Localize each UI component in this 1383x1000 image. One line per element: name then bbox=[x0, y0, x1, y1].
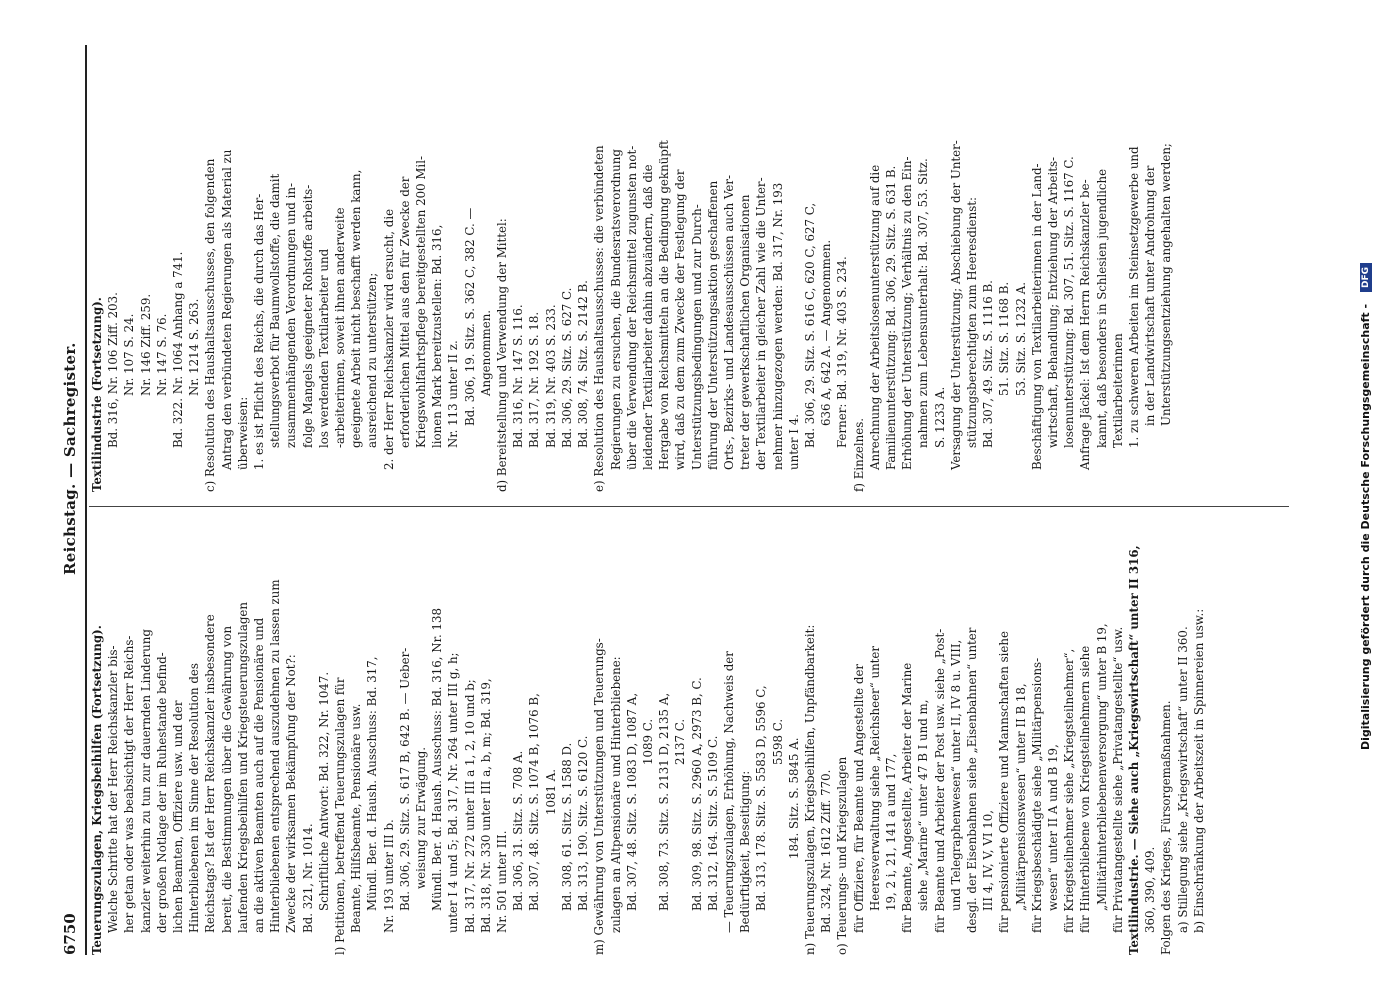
text-line: Bd. 308, 73. Sitz. S. 2131 D, 2135 A, bbox=[657, 692, 672, 911]
text-line: Bd. 306, 29. Sitz. S. 627 C. bbox=[559, 287, 574, 448]
text-line: losenunterstützung: Bd. 307, 51. Sitz. S. 1167 C. bbox=[1062, 156, 1077, 448]
text-line: 2137 C. bbox=[673, 718, 688, 765]
text-line: für Beamte, Angestellte, Arbeiter der Marine bbox=[900, 662, 915, 933]
text-line: c) Resolution des Haushaltsausschusses, den folgenden bbox=[203, 158, 218, 492]
text-line: Hinterbliebenen entsprechend auszudehnen zu lassen zum bbox=[268, 579, 283, 933]
text-line: o) Teuerungs- und Kriegszulagen bbox=[835, 756, 850, 955]
text-line: Anrechnung der Arbeitslosenunterstützung auf die bbox=[867, 164, 882, 470]
right-column bbox=[89, 57, 1289, 492]
text-line: Hergabe von Reichsmitteln an die Bedingung geknüpft bbox=[657, 140, 672, 470]
text-line: folge Mangels geeigneter Rohstoffe arbeits- bbox=[300, 184, 315, 448]
text-line: ausreichend zu unterstützen; bbox=[365, 272, 380, 448]
text-line: und Telegraphenwesen“ unter II, IV 8 u. VIII, bbox=[948, 639, 963, 911]
text-line: d) Bereitstellung und Verwendung der Mittel: bbox=[495, 218, 510, 492]
text-line: 5598 C. bbox=[770, 718, 785, 765]
text-line: für pensionierte Offiziere und Mannschaften siehe bbox=[997, 631, 1012, 933]
text-line: Reichstags? Ist der Herr Reichskanzler insbesondere bbox=[203, 614, 218, 933]
text-line: Zwecke der wirksamen Bekämpfung der Not?: bbox=[284, 654, 299, 933]
text-line: in der Landwirtschaft unter Androhung der bbox=[1143, 165, 1158, 426]
text-line: Bd. 322. Nr. 1064 Anhang a 741. bbox=[171, 251, 186, 448]
text-line: „Militärpensionswesen“ unter II B 18, bbox=[1013, 683, 1028, 911]
text-line: Hinterbliebenen im Sinne der Resolution des bbox=[187, 663, 202, 933]
text-line: Bd. 316, Nr. 106 Ziff. 203. bbox=[106, 292, 121, 448]
text-line: Nr. 107 S. 24. bbox=[122, 313, 137, 396]
text-line: Bd. 316, Nr. 147 S. 116. bbox=[511, 304, 526, 448]
text-line: wirtschaft, Behandlung; Entziehung der Arbeits- bbox=[1045, 156, 1060, 448]
text-line: desgl. der Eisenbahnen siehe „Eisenbahnen“ unter bbox=[964, 627, 979, 933]
text-line: 51. Sitz. S. 1168 B. bbox=[997, 281, 1012, 396]
text-line: für Privatangestellte siehe „Privatangestellte“ usw. bbox=[1110, 626, 1125, 933]
text-line: Bd. 307, 48. Sitz. S. 1083 D, 1087 A, bbox=[624, 692, 639, 911]
text-line: e) Resolution des Haushaltsausschusses: die verbündeten bbox=[592, 145, 607, 492]
text-line: los werdenden Textilarbeiter und bbox=[316, 248, 331, 448]
text-line: m) Gewährung von Unterstützungen und Teuerungs- bbox=[592, 638, 607, 955]
text-line: nahmen zum Lebensunterhalt: Bd. 307, 53. Sitz. bbox=[916, 158, 931, 448]
rotated-page bbox=[55, 45, 1320, 955]
text-line: Bd. 307, 49. Sitz. S. 1116 B. bbox=[981, 280, 996, 448]
text-line: der Textilarbeiter in gleicher Zahl wie die Unter- bbox=[754, 177, 769, 470]
text-line: Angenommen. bbox=[478, 309, 493, 396]
text-line: wird, daß zu dem zum Zwecke der Festlegung der bbox=[673, 169, 688, 470]
text-line: 360, 390, 409. bbox=[1143, 846, 1158, 933]
text-line: -arbeiterinnen, soweit ihnen anderweite bbox=[333, 207, 348, 448]
text-line: Versagung der Unterstützung; Abschiebung der Unter- bbox=[948, 140, 963, 470]
text-line: Nr. 113 unter II z. bbox=[446, 340, 461, 448]
text-line: f) Einzelnes. bbox=[851, 417, 866, 492]
text-line: erforderlichen Mittel aus den für Zwecke der bbox=[397, 176, 412, 448]
text-line: Orts-, Bezirks- und Landesausschüssen auch Ver- bbox=[721, 175, 736, 470]
text-line: treter der gewerkschaftlichen Organisationen bbox=[738, 194, 753, 470]
text-line: Nr. 146 Ziff. 259. bbox=[138, 293, 153, 396]
text-line: Bd. 313, 178. Sitz. S. 5583 D, 5596 C, bbox=[754, 685, 769, 911]
text-line: 1. zu schweren Arbeiten im Steinsetzgewerbe und bbox=[1127, 146, 1141, 448]
text-line: stützungsberechtigten zum Heeresdienst: bbox=[964, 197, 979, 448]
text-line: überweisen: bbox=[235, 396, 250, 470]
text-line: Bd. 308, 74. Sitz. S. 2142 B. bbox=[576, 280, 591, 448]
text-line: unter I 4 und 5; Bd. 317, Nr. 264 unter III g, h; bbox=[446, 652, 461, 933]
text-line: zulagen an Altpensionäre und Hinterbliebene: bbox=[608, 656, 623, 933]
text-line: Mündl. Ber. d. Haush. Ausschuss: Bd. 316, Nr. 138 bbox=[430, 608, 445, 911]
text-line: Nr. 193 unter III b. bbox=[381, 819, 396, 933]
text-line: 636 A, 642 A. — Angenommen. bbox=[819, 239, 834, 426]
text-line: geeignete Arbeit nicht beschafft werden kann, bbox=[349, 169, 364, 448]
text-line: Schriftliche Antwort: Bd. 322, Nr. 1047. bbox=[316, 671, 331, 911]
text-line: lionen Mark bereitzustellen: Bd. 316, bbox=[430, 224, 445, 448]
text-line: Bd. 309, 98. Sitz. S. 2960 A, 2973 B, C. bbox=[689, 677, 704, 911]
text-line: Regierungen zu ersuchen, die Bundesratsverordnung bbox=[608, 149, 623, 470]
text-line: Unterstützungsbedingungen und zur Durch- bbox=[689, 204, 704, 470]
text-line: unter I 4. bbox=[786, 414, 801, 470]
text-line: Bd. 321, Nr. 1014. bbox=[300, 823, 315, 933]
text-line: führung der Unterstützungsaktion geschaffenen bbox=[705, 180, 720, 470]
text-line: 184. Sitz. S. 5845 A. bbox=[786, 737, 801, 859]
text-line: Nr. 147 S. 76. bbox=[154, 313, 169, 396]
text-line: Familienunterstützung: Bd. 306, 29. Sitz. S. 631 B. bbox=[883, 165, 898, 470]
text-line: wesen“ unter II A und B 19, bbox=[1045, 744, 1060, 911]
text-line: 19, 2 i, 21, 141 a und 177, bbox=[883, 753, 898, 911]
text-line: Heeresverwaltung siehe „Reichsheer“ unter bbox=[867, 645, 882, 911]
left-column bbox=[89, 520, 1289, 955]
text-line: Bd. 308, 61. Sitz. S. 1588 D. bbox=[559, 742, 574, 911]
running-head: Reichstag. — Sachregister. bbox=[61, 342, 79, 575]
text-line: Bedürftigkeit, Beseitigung: bbox=[738, 770, 753, 933]
text-line: a) Stillegung siehe „Kriegswirtschaft“ unter II 360. bbox=[1175, 626, 1190, 933]
text-line: Bd. 306, 19. Sitz. S. 362 C, 382 C. — bbox=[462, 207, 477, 426]
text-line: l) Petitionen, betreffend Teuerungszulagen für bbox=[333, 677, 348, 955]
text-line: Bd. 317, Nr. 272 unter III a 1, 2, 10 und b; bbox=[462, 679, 477, 933]
text-line: Welche Schritte hat der Herr Reichskanzler bis- bbox=[106, 645, 121, 933]
text-line: kannt, daß besonders in Schlesien jugendliche bbox=[1094, 168, 1109, 448]
digitization-text: Digitalisierung gefördert durch die Deutsche Forschungsgemeinschaft - bbox=[1359, 303, 1372, 750]
entry-heading: Textilindustrie. — Siehe auch „Kriegswirtschaft“ unter II 316, bbox=[1127, 545, 1141, 955]
text-line: Bd. 319, Nr. 403 S. 233. bbox=[543, 304, 558, 448]
text-line: laufenden Kriegsbeihilfen und Kriegsteuerungszulagen bbox=[235, 602, 250, 933]
text-line: Mündl. Ber. d. Haush. Ausschuss: Bd. 317, bbox=[365, 656, 380, 911]
text-line: bereit, die Bestimmungen über die Gewährung von bbox=[219, 625, 234, 933]
text-line: zusammenhängenden Verordnungen und in- bbox=[284, 183, 299, 448]
text-line: Bd. 324, Nr. 1612 Ziff. 770. bbox=[819, 769, 834, 933]
text-line: her getan oder was beabsichtigt der Herr Reichs- bbox=[122, 635, 137, 933]
text-line: 53. Sitz. S. 1232 A. bbox=[1013, 281, 1028, 396]
text-line: für Hinterbliebene von Kriegsteilnehmern siehe bbox=[1078, 645, 1093, 933]
text-line: Nr. 1214 S. 263. bbox=[187, 298, 202, 396]
text-line: Anfrage Jäckel: Ist dem Herrn Reichskanzler be- bbox=[1078, 179, 1093, 470]
text-line: der großen Notlage der im Ruhestande befind- bbox=[154, 652, 169, 933]
text-line: über die Verwendung der Reichsmittel zugunsten not- bbox=[624, 145, 639, 470]
entry-heading: Teuerungszulagen, Kriegsbeihilfen (Fortsetzung). bbox=[90, 625, 104, 955]
text-line: Textilarbeiterinnen bbox=[1110, 333, 1125, 448]
text-line: Bd. 306, 29. Sitz. S. 617 B, 642 B. — Ueber- bbox=[397, 647, 412, 911]
text-line: 2. der Herr Reichskanzler wird ersucht, die bbox=[381, 208, 396, 470]
text-line: Beschäftigung von Textilarbeiterinnen in der Land- bbox=[1029, 163, 1044, 470]
text-line: Bd. 318, Nr. 330 unter III a, b, m; Bd. 319, bbox=[478, 678, 493, 933]
entry-heading: Textilindustrie (Fortsetzung). bbox=[90, 297, 104, 492]
text-line: b) Einschränkung der Arbeitszeit in Spinnereien usw.: bbox=[1191, 608, 1206, 933]
text-line: Unterstützungsentziehung angehalten werden; bbox=[1159, 143, 1174, 426]
text-line: stellungsverbot für Baumwollstoffe, die damit bbox=[268, 173, 283, 448]
digitization-note bbox=[1359, 60, 1379, 750]
text-line: für Offiziere, für Beamte und Angestellte der bbox=[851, 663, 866, 933]
dfg-logo: DFG bbox=[1360, 263, 1372, 292]
text-line: 1081 A. bbox=[543, 768, 558, 815]
text-line: an die aktiven Beamten auch auf die Pensionäre und bbox=[252, 617, 267, 933]
text-line: „Militärhinterbliebenenversorgung“ unter B 19, bbox=[1094, 623, 1109, 911]
page-header bbox=[55, 45, 87, 955]
text-line: nehmer hinzugezogen werden: Bd. 317, Nr. 193 bbox=[770, 182, 785, 470]
text-line: Erhöhung der Unterstützung; Verhältnis zu den Ein- bbox=[900, 156, 915, 470]
text-line: für Beamte und Arbeiter der Post usw. siehe „Post- bbox=[932, 628, 947, 933]
text-line: S. 1233 A. bbox=[932, 386, 947, 448]
text-line: kanzler weiterhin zu tun zur dauernden Linderung bbox=[138, 629, 153, 933]
text-line: Folgen des Krieges, Fürsorgemaßnahmen. bbox=[1159, 700, 1174, 955]
text-line: weisung zur Erwägung. bbox=[414, 746, 429, 889]
text-line: Bd. 317, Nr. 192 S. 18. bbox=[527, 311, 542, 448]
text-line: für Kriegsbeschädigte siehe „Militärpensions- bbox=[1029, 657, 1044, 933]
text-line: 1089 C. bbox=[640, 718, 655, 765]
text-line: Kriegswohlfahrtspflege bereitgestellten 200 Mil- bbox=[414, 156, 429, 448]
text-line: für Kriegsteilnehmer siehe „Kriegsteilnehmer“, bbox=[1062, 648, 1077, 933]
text-line: lichen Beamten, Offiziere usw. und der bbox=[171, 700, 186, 933]
text-line: Ferner: Bd. 319, Nr. 403 S. 234. bbox=[835, 256, 850, 448]
text-line: Bd. 307, 48. Sitz. S. 1074 B, 1076 B, bbox=[527, 693, 542, 911]
column-rule bbox=[89, 506, 1289, 507]
text-line: Antrag den verbündeten Regierungen als Material zu bbox=[219, 149, 234, 470]
text-line: Bd. 312, 164. Sitz. S. 5109 C. bbox=[705, 735, 720, 911]
text-line: Bd. 313, 190. Sitz. S. 6120 C. bbox=[576, 735, 591, 911]
text-line: Beamte, Hilfsbeamte, Pensionäre usw. bbox=[349, 703, 364, 933]
text-line: siehe „Marine“ unter 47 B I und m, bbox=[916, 699, 931, 911]
text-line: Bd. 306, 31. Sitz. S. 708 A. bbox=[511, 750, 526, 911]
header-rule bbox=[85, 45, 87, 955]
text-line: leidender Textilarbeiter dahin abzuändern, daß die bbox=[640, 164, 655, 470]
text-line: — Teuerungszulagen, Erhöhung, Nachweis der bbox=[721, 651, 736, 933]
page-number: 6750 bbox=[61, 913, 79, 955]
text-line: III 4, IV, V, VI 10, bbox=[981, 810, 996, 911]
text-line: Nr. 501 unter III. bbox=[495, 830, 510, 933]
text-line: Bd. 306, 29. Sitz. S. 616 C, 620 C, 627 C, bbox=[802, 202, 817, 448]
text-line: 1. es ist Pflicht des Reichs, die durch das Her- bbox=[252, 193, 267, 470]
text-line: n) Teuerungszulagen, Kriegsbeihilfen, Unpfändbarkeit: bbox=[802, 624, 817, 955]
